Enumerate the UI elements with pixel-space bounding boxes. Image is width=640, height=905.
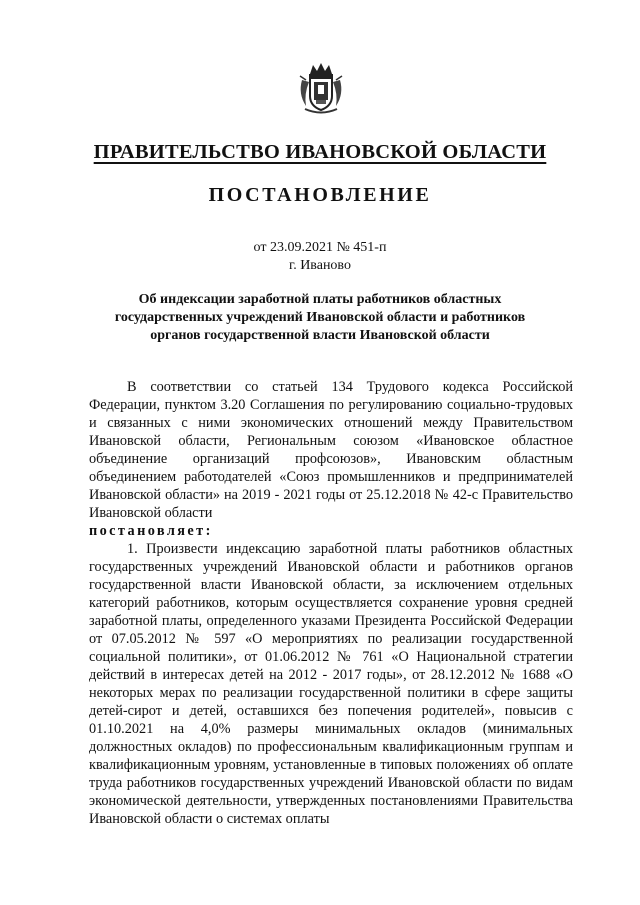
document-city: г. Иваново (289, 258, 351, 273)
coat-of-arms-icon (296, 60, 346, 116)
item-1-text: Произвести индексацию заработной платы работников областных государственных учреждений Ивановской области и работников органов государственной власти Ивановской области, за исключением отдельных категорий работников, которым осуществляется сохранение уровня средней заработной платы, определенного указами Президента Российской Федерации от 07.05.2012 № 597 «О мероприятиях по реализации государственной социальной политики», от 01.06.2012 № 761 «О Национальной стратегии действий в интересах детей на 2012 - 2017 годы», от 28.12.2012 № 1688 «О некоторых мерах по реализации государственной политики в сфере защиты детей-сирот и детей, оставшихся без попечения родителей», повысив с 01.10.2021 на 4,0% размеры минимальных окладов (минимальных должностных окладов) по профессиональным квалификационным группам и квалификационным уровням, установленные в типовых положениях об оплате труда работников государственных учреждений Ивановской области по видам экономической деятельности, утвержденных постановлениями Правительства Ивановской области о системах оплаты (89, 541, 573, 827)
item-1-number: 1. (127, 541, 138, 557)
document-type: ПОСТАНОВЛЕНИЕ (208, 184, 432, 206)
document-date-number: от 23.09.2021 № 451-п (253, 240, 387, 255)
organization-name: ПРАВИТЕЛЬСТВО ИВАНОВСКОЙ ОБЛАСТИ (93, 141, 547, 163)
item-1-paragraph (89, 540, 573, 828)
organization-title (0, 141, 640, 164)
document-meta (0, 239, 640, 275)
document-body (89, 378, 573, 828)
preamble-paragraph: В соответствии со статьей 134 Трудового кодекса Российской Федерации, пунктом 3.20 Соглашения по регулированию социально-трудовых и связанных с ними экономических отношений между Правительством Ивановской области, Региональным союзом «Ивановское областное объединение организаций профсоюзов», Ивановским областным объединением работодателей «Союз промышленников и предпринимателей Ивановской области» на 2019 - 2021 годы от 25.12.2018 № 42-с Правительство Ивановской области (89, 379, 573, 521)
document-subject: Об индексации заработной платы работников областных государственных учреждений Ивановской области и работников органов государственной власти Ивановской области (114, 292, 526, 343)
resolve-word: постановляет: (89, 523, 213, 539)
